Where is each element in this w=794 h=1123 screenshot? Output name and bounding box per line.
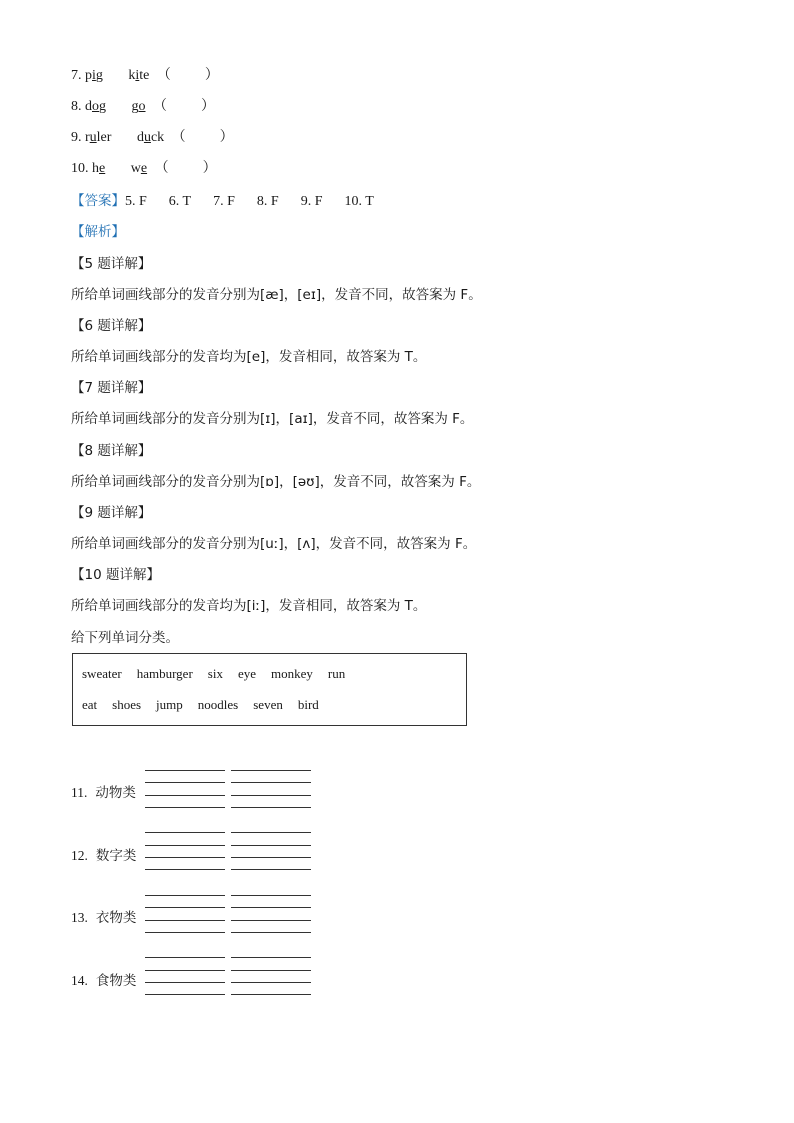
question-7 [71,66,219,86]
answer-blank[interactable] [145,782,225,783]
detail-heading-6: 【6 题详解】 [71,318,152,334]
word-item: bird [297,697,319,712]
answer-line [71,191,396,212]
answer-blank[interactable] [145,932,225,933]
detail-heading-5: 【5 题详解】 [71,256,152,272]
word-item: jump [156,697,183,712]
answer-blank[interactable] [231,845,311,846]
answer-blank[interactable] [145,807,225,808]
category-label: 衣物类 [95,910,137,926]
detail-heading-9: 【9 题详解】 [71,505,152,521]
q10-answer-blank[interactable]: （ ） [154,161,217,176]
word-item: seven [253,697,283,712]
answer-blank[interactable] [145,994,225,995]
answer-blank[interactable] [231,932,311,933]
answer-blank[interactable] [231,920,311,921]
answer-blank[interactable] [231,970,311,971]
q8-word1: dog [85,99,106,114]
q9-answer-blank[interactable]: （ ） [171,130,234,145]
category-11 [71,781,136,801]
category-number: 12. [71,848,88,863]
word-item: six [207,666,223,681]
q7-number: 7. [71,68,82,83]
word-item: monkey [271,666,313,681]
q10-word1: he [92,161,106,176]
q10-number: 10. [71,161,89,176]
category-label: 动物类 [95,785,136,801]
answer-blank[interactable] [145,982,225,983]
q7-word2: kite [128,68,150,83]
category-label: 数字类 [95,848,137,864]
answer-blank[interactable] [231,982,311,983]
answer-blank[interactable] [231,994,311,995]
question-8 [71,97,215,117]
detail-heading-7: 【7 题详解】 [71,380,152,396]
answer-blank[interactable] [231,832,311,833]
answer-blank[interactable] [145,957,225,958]
question-10 [71,159,217,179]
answer-blank[interactable] [231,857,311,858]
q9-number: 9. [71,130,82,145]
detail-text-6: 所给单词画线部分的发音均为[e]，发音相同，故答案为 T。 [71,349,427,365]
q7-answer-blank[interactable]: （ ） [156,68,219,83]
q9-word1: ruler [85,130,112,145]
answer-blank[interactable] [145,795,225,796]
answer-item: 7. F [213,194,235,209]
answer-blank[interactable] [145,920,225,921]
answer-blank[interactable] [231,957,311,958]
q7-word1: pig [85,68,103,83]
answer-blank[interactable] [231,869,311,870]
answer-blank[interactable] [145,770,225,771]
answer-blank[interactable] [145,845,225,846]
answer-blank[interactable] [145,857,225,858]
word-box-row-1 [82,666,360,682]
detail-heading-10: 【10 题详解】 [71,567,160,583]
answer-blank[interactable] [145,970,225,971]
answer-blank[interactable] [231,770,311,771]
category-14 [71,969,136,989]
category-number: 13. [71,910,88,925]
word-item: hamburger [136,666,193,681]
word-item: shoes [112,697,142,712]
answer-blank[interactable] [145,907,225,908]
word-item: eat [82,697,98,712]
answer-item: 10. T [344,194,374,209]
answer-item: 8. F [256,194,279,209]
word-item: noodles [197,697,239,712]
question-9 [71,128,234,148]
q8-number: 8. [71,99,82,114]
answer-blank[interactable] [231,907,311,908]
answer-blank[interactable] [231,895,311,896]
analysis-heading [71,222,125,243]
answer-tag: 【答案】 [71,193,125,209]
category-number: 14. [71,973,88,988]
word-box [72,653,467,726]
detail-text-10: 所给单词画线部分的发音均为[iː]，发音相同，故答案为 T。 [71,598,427,614]
answer-item: 6. T [168,194,192,209]
word-item: eye [237,666,256,681]
classify-instruction: 给下列单词分类。 [71,630,179,646]
q8-answer-blank[interactable]: （ ） [153,99,215,114]
q10-word2: we [130,161,148,176]
detail-text-8: 所给单词画线部分的发音分别为[ɒ]，[əʊ]，发音不同，故答案为 F。 [71,474,481,490]
word-box-row-2 [82,697,334,713]
category-label: 食物类 [95,973,137,989]
word-item: sweater [82,666,122,681]
answer-blank[interactable] [231,795,311,796]
answer-blank[interactable] [231,807,311,808]
q9-word2: duck [136,130,165,145]
category-12 [71,844,136,864]
answer-blank[interactable] [145,869,225,870]
detail-text-9: 所给单词画线部分的发音分别为[uː]，[ʌ]，发音不同，故答案为 F。 [71,536,477,552]
category-number: 11. [71,785,88,800]
word-item: run [327,666,346,681]
analysis-tag: 【解析】 [71,224,125,240]
detail-text-5: 所给单词画线部分的发音分别为[æ]，[eɪ]，发音不同，故答案为 F。 [71,287,482,303]
q8-word2: go [131,99,146,114]
detail-heading-8: 【8 题详解】 [71,443,152,459]
detail-text-7: 所给单词画线部分的发音分别为[ɪ]，[aɪ]，发音不同，故答案为 F。 [71,411,474,427]
answer-item: 9. F [300,194,323,209]
answer-blank[interactable] [231,782,311,783]
answer-blank[interactable] [145,832,225,833]
category-13 [71,906,136,926]
answer-blank[interactable] [145,895,225,896]
answer-item: 5. F [125,194,147,209]
